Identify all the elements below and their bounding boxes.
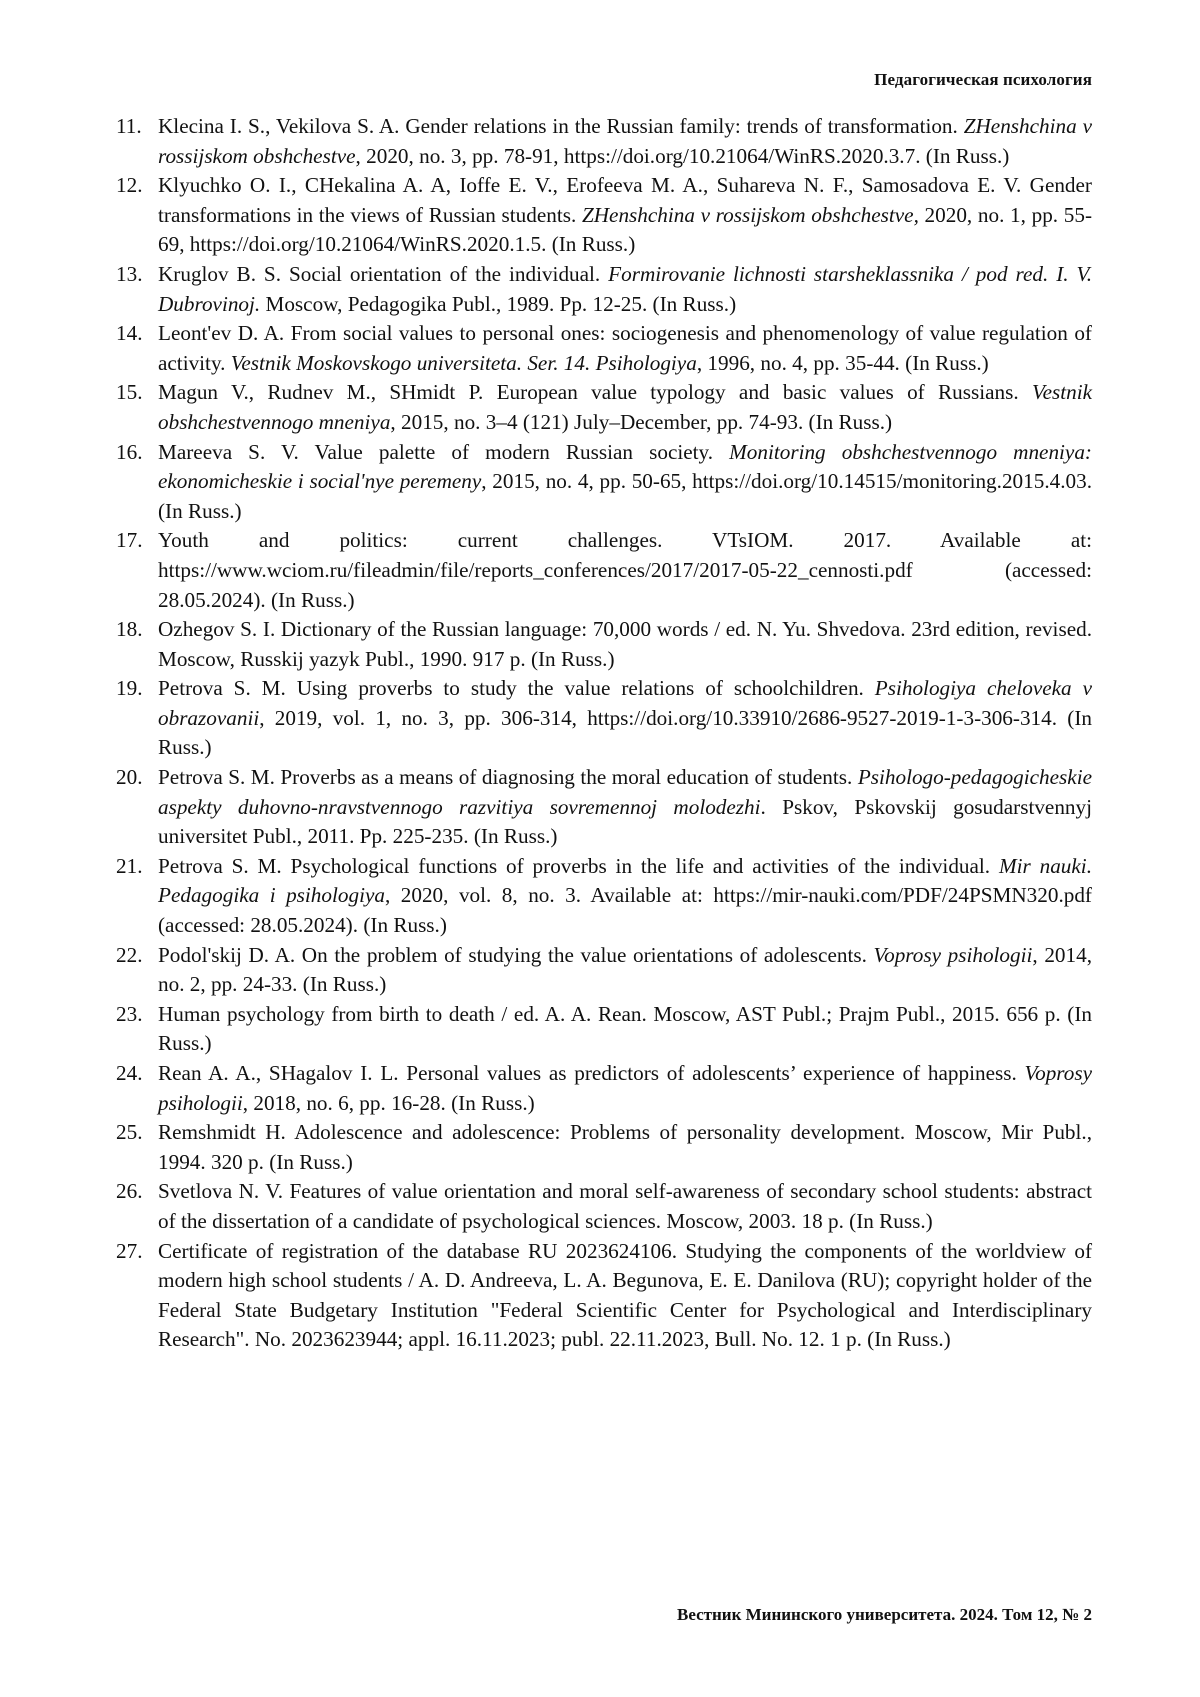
reference-text: Magun V., Rudnev M., SHmidt P. European value typology and basic values of Russians. (158, 380, 1032, 405)
reference-text: Klecina I. S., Vekilova S. A. Gender relations in the Russian family: trends of transformation. (158, 114, 964, 138)
reference-number: 18. (116, 617, 143, 642)
page-footer-journal: Вестник Мининского университета. 2024. Том 12, № 2 (677, 1605, 1092, 1624)
reference-text: Leont'ev D. A. From social values to personal ones: sociogenesis and phenomenology of value regulation of activity. (158, 321, 1092, 375)
reference-item (116, 1177, 1092, 1236)
reference-number: 17. (116, 528, 143, 553)
reference-source-title: Mir nauki. Pedagogika i psihologiya (158, 853, 1092, 908)
reference-item (116, 319, 1092, 378)
reference-text: Remshmidt H. Adolescence and adolescence: Problems of personality development. Moscow, Mir Publ., 1994. 320 p. (In Russ.) (158, 1120, 1092, 1174)
reference-text: Kruglov B. S. Social orientation of the individual. (158, 261, 609, 286)
reference-source-title: Vestnik Moskovskogo universiteta. Ser. 14. Psihologiya (230, 350, 697, 375)
reference-number: 11. (116, 114, 142, 138)
reference-text: , 2020, no. 3, pp. 78-91, https://doi.org/10.21064/WinRS.2020.3.7. (In Russ.) (355, 143, 1010, 168)
reference-number: 23. (116, 1001, 143, 1026)
reference-text: Podol'skij D. A. On the problem of studying the value orientations of adolescents. (158, 942, 874, 967)
reference-text: , 2015, no. 4, pp. 50-65, https://doi.org/10.14515/monitoring.2015.4.03. (In Russ.) (158, 469, 1092, 523)
reference-text: Human psychology from birth to death / ed. A. A. Rean. Moscow, AST Publ.; Prajm Publ., 2015. 656 p. (In Russ.) (158, 1001, 1092, 1056)
reference-number: 12. (116, 173, 143, 198)
reference-source-title: Psihologiya cheloveka v obrazovanii (158, 676, 1092, 730)
reference-number: 13. (116, 261, 143, 286)
reference-text: Petrova S. M. Psychological functions of proverbs in the life and activities of the individual. (158, 853, 999, 878)
reference-number: 25. (116, 1120, 143, 1145)
reference-item (116, 852, 1092, 941)
reference-item (116, 378, 1092, 437)
reference-text: . Pskov, Pskovskij gosudarstvennyj universitet Publ., 2011. Pp. 225-235. (In Russ.) (158, 794, 1092, 849)
reference-source-title: ZHenshchina v rossijskom obshchestve, (581, 202, 919, 227)
reference-source-title: Voprosy psihologii (158, 1061, 1092, 1115)
reference-text: , 2018, no. 6, pp. 16-28. (In Russ.) (242, 1090, 535, 1115)
reference-item (116, 615, 1092, 674)
reference-source-title: Voprosy psihologii (873, 942, 1033, 967)
reference-item (116, 526, 1092, 615)
running-header-title: Педагогическая психология (874, 70, 1092, 89)
reference-number: 15. (116, 380, 143, 405)
reference-number: 24. (116, 1061, 143, 1085)
reference-number: 21. (116, 853, 143, 878)
reference-item (116, 941, 1092, 1000)
reference-text: Klyuchko O. I., CHekalina A. A, Ioffe E. V., Erofeeva M. A., Suhareva N. F., Samosadova E. V. Gender transformations in the views of Russian students. (158, 173, 1092, 227)
reference-source-title: Vestnik obshchestvennogo mneniya (158, 380, 1092, 434)
reference-item (116, 763, 1092, 852)
reference-number: 27. (116, 1238, 143, 1263)
reference-number: 16. (116, 439, 143, 464)
reference-text: Moscow, Pedagogika Publ., 1989. Pp. 12-25. (In Russ.) (260, 291, 737, 316)
reference-item (116, 674, 1092, 763)
reference-source-title: Psihologo-pedagogicheskie aspekty duhovno-nravstvennogo razvitiya sovremennoj molodezhi (158, 765, 1092, 819)
reference-list (116, 112, 1092, 1355)
reference-item (116, 1000, 1092, 1059)
reference-text: Petrova S. M. Proverbs as a means of diagnosing the moral education of students. (158, 765, 858, 790)
reference-text: Youth and politics: current challenges. VTsIOM. 2017. Available at: https://www.wciom.ru/fileadmin/file/reports_conferences/2017/2017-05-22_cennosti.pdf (accessed: 28.05.2024). (In Russ.) (158, 528, 1092, 612)
reference-source-title: Monitoring obshchestvennogo mneniya: ekonomicheskie i social'nye peremeny (158, 439, 1092, 494)
reference-text: Ozhegov S. I. Dictionary of the Russian language: 70,000 words / ed. N. Yu. Shvedova. 23rd edition, revised. Moscow, Russkij yazyk Publ., 1990. 917 p. (In Russ.) (158, 617, 1092, 671)
reference-item (116, 112, 1092, 171)
reference-item (116, 1059, 1092, 1118)
reference-item (116, 1118, 1092, 1177)
reference-text: Mareeva S. V. Value palette of modern Russian society. (158, 439, 730, 464)
reference-text: Svetlova N. V. Features of value orientation and moral self-awareness of secondary school students: abstract of the dissertation of a candidate of psychological sciences. Moscow, 2003. 18 p. (In Russ.) (158, 1179, 1092, 1233)
reference-item (116, 171, 1092, 260)
reference-text: , 1996, no. 4, pp. 35-44. (In Russ.) (696, 350, 989, 375)
reference-text: , 2014, no. 2, pp. 24-33. (In Russ.) (158, 942, 1092, 997)
reference-text: Certificate of registration of the database RU 2023624106. Studying the components of the worldview of modern high school students / A. D. Andreeva, L. A. Begunova, E. E. Danilova (RU); copyright holder of the Federal State Budgetary Institution "Federal Scientific Center for Psychological and Interdisciplinary Research". No. 2023623944; appl. 16.11.2023; publ. 22.11.2023, Bull. No. 12. 1 p. (In Russ.) (158, 1238, 1092, 1352)
reference-item (116, 260, 1092, 319)
reference-source-title: ZHenshchina v rossijskom obshchestve (158, 114, 1092, 168)
reference-text: Rean A. A., SHagalov I. L. Personal values as predictors of adolescents’ experience of happiness. (158, 1061, 1025, 1085)
reference-number: 14. (116, 321, 143, 346)
reference-number: 19. (116, 676, 143, 701)
reference-text: , 2015, no. 3–4 (121) July–December, pp. 74-93. (In Russ.) (390, 409, 893, 434)
reference-item (116, 438, 1092, 527)
reference-number: 22. (116, 942, 143, 967)
reference-number: 20. (116, 765, 143, 790)
reference-source-title: Formirovanie lichnosti starsheklassnika / pod red. I. V. Dubrovinoj. (158, 261, 1092, 316)
reference-text: Petrova S. M. Using proverbs to study the value relations of schoolchildren. (158, 676, 875, 701)
reference-item (116, 1237, 1092, 1355)
reference-text: 2020, no. 1, pp. 55-69, https://doi.org/10.21064/WinRS.2020.1.5. (In Russ.) (158, 202, 1092, 257)
reference-text: , 2019, vol. 1, no. 3, pp. 306-314, https://doi.org/10.33910/2686-9527-2019-1-3-306-314. (In Russ.) (158, 705, 1092, 760)
reference-text: , 2020, vol. 8, no. 3. Available at: https://mir-nauki.com/PDF/24PSMN320.pdf (accessed: 28.05.2024). (In Russ.) (158, 883, 1092, 938)
reference-number: 26. (116, 1179, 143, 1204)
